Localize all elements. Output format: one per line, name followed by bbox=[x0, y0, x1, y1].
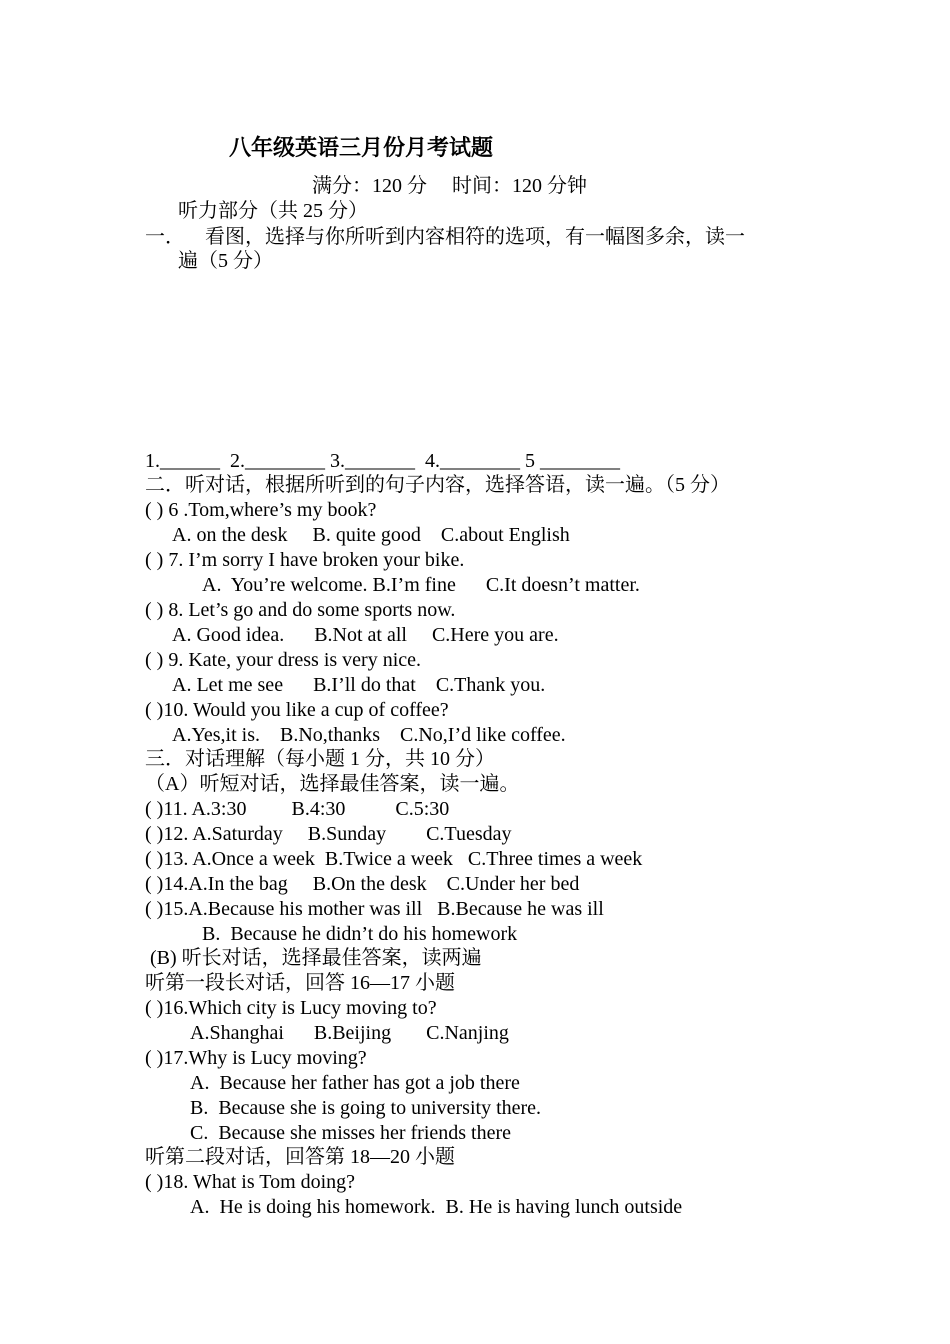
question-14: ( )14.A.In the bag B.On the desk C.Under her bed bbox=[145, 873, 580, 895]
section-3-part-b: (B) 听长对话，选择最佳答案，读两遍 bbox=[145, 947, 482, 969]
page-title: 八年级英语三月份月考试题 bbox=[229, 136, 494, 161]
dialog-2-header: 听第二段对话，回答第 18—20 小题 bbox=[145, 1146, 455, 1168]
question-17: ( )17.Why is Lucy moving? bbox=[145, 1047, 367, 1069]
question-17-option-a: A. Because her father has got a job there bbox=[190, 1072, 520, 1094]
question-15-option-b: B. Because he didn’t do his homework bbox=[202, 923, 518, 945]
question-12: ( )12. A.Saturday B.Sunday C.Tuesday bbox=[145, 823, 512, 845]
answer-blanks: 1.______ 2.________ 3._______ 4.________ 5 ________ bbox=[145, 450, 620, 472]
question-15: ( )15.A.Because his mother was ill B.Because he was ill bbox=[145, 898, 604, 920]
question-18-options: A. He is doing his homework. B. He is having lunch outside bbox=[190, 1196, 683, 1218]
question-17-option-b: B. Because she is going to university there. bbox=[190, 1097, 542, 1119]
section-1-instruction: 一． 看图，选择与你所听到内容相符的选项，有一幅图多余，读一 bbox=[145, 226, 745, 248]
section-2-header: 二．听对话，根据所听到的句子内容，选择答语，读一遍。（5 分） bbox=[145, 474, 730, 496]
question-6: ( ) 6 .Tom,where’s my book? bbox=[145, 499, 377, 521]
score-time-info: 满分：120 分 时间：120 分钟 bbox=[312, 175, 587, 197]
question-8: ( ) 8. Let’s go and do some sports now. bbox=[145, 599, 456, 621]
section-3-header: 三．对话理解（每小题 1 分，共 10 分） bbox=[145, 748, 495, 770]
question-17-option-c: C. Because she misses her friends there bbox=[190, 1122, 512, 1144]
question-18: ( )18. What is Tom doing? bbox=[145, 1171, 356, 1193]
question-13: ( )13. A.Once a week B.Twice a week C.Three times a week bbox=[145, 848, 643, 870]
question-8-options: A. Good idea. B.Not at all C.Here you are. bbox=[172, 624, 559, 646]
question-11: ( )11. A.3:30 B.4:30 C.5:30 bbox=[145, 798, 450, 820]
question-16: ( )16.Which city is Lucy moving to? bbox=[145, 997, 437, 1019]
question-10: ( )10. Would you like a cup of coffee? bbox=[145, 699, 449, 721]
listening-header: 听力部分（共 25 分） bbox=[178, 200, 368, 222]
question-9-options: A. Let me see B.I’ll do that C.Thank you. bbox=[172, 674, 546, 696]
question-10-options: A.Yes,it is. B.No,thanks C.No,I’d like coffee. bbox=[172, 724, 566, 746]
section-3-part-a: （A）听短对话，选择最佳答案，读一遍。 bbox=[145, 773, 520, 795]
dialog-1-header: 听第一段长对话，回答 16—17 小题 bbox=[145, 972, 455, 994]
question-9: ( ) 9. Kate, your dress is very nice. bbox=[145, 649, 422, 671]
question-7: ( ) 7. I’m sorry I have broken your bike. bbox=[145, 549, 465, 571]
section-1-instruction-cont: 遍（5 分） bbox=[178, 250, 273, 272]
question-16-options: A.Shanghai B.Beijing C.Nanjing bbox=[190, 1022, 509, 1044]
question-7-options: A. You’re welcome. B.I’m fine C.It doesn’t matter. bbox=[202, 574, 640, 596]
question-6-options: A. on the desk B. quite good C.about English bbox=[172, 524, 570, 546]
